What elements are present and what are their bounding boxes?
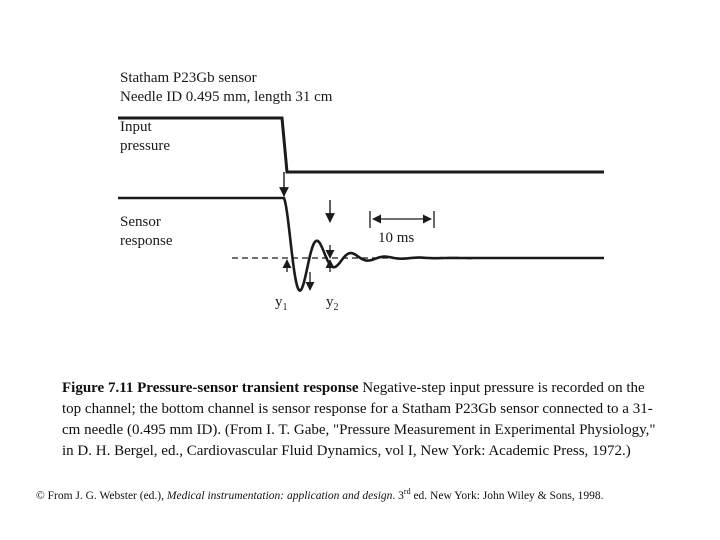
input-channel-label-line-1: Input — [120, 119, 152, 135]
caption-body: Negative-step input pressure is recorded on the top channel; the bottom channel is sensor response for a Statham P23Gb sensor connected to a 31-cm needle (0.495 mm ID). (From I. T. Gabe, "Pressure Measurement in Experimental Physiology," in D. H. Bergel, ed., Cardiovascular Fluid Dynamics, vol I, New York: Academic Press, 1972.) — [62, 380, 656, 459]
time-scale-label: 10 ms — [378, 230, 415, 246]
source-prefix: © From J. G. Webster (ed.), — [36, 489, 167, 502]
figure-title-line-2: Needle ID 0.495 mm, length 31 cm — [120, 89, 333, 105]
figure-title-line-1: Statham P23Gb sensor — [120, 70, 257, 86]
input-channel-label-line-2: pressure — [120, 138, 170, 154]
figure-caption — [62, 378, 662, 462]
source-suffix: ed. New York: John Wiley & Sons, 1998. — [410, 489, 604, 502]
sensor-response-trace — [118, 198, 604, 291]
source-book-title: Medical instrumentation: application and design — [166, 489, 393, 502]
y1-label: $y_1$ — [275, 294, 288, 313]
sensor-channel-label-line-2: response — [120, 233, 173, 249]
source-edition: . 3 — [392, 489, 404, 502]
source-citation — [36, 487, 696, 502]
input-pressure-trace — [118, 118, 604, 172]
source-edition-sup: rd — [403, 487, 411, 496]
sensor-channel-label-line-1: Sensor — [120, 214, 161, 230]
y2-label: $y_2$ — [326, 294, 339, 313]
caption-title: Figure 7.11 Pressure-sensor transient response — [62, 380, 359, 396]
